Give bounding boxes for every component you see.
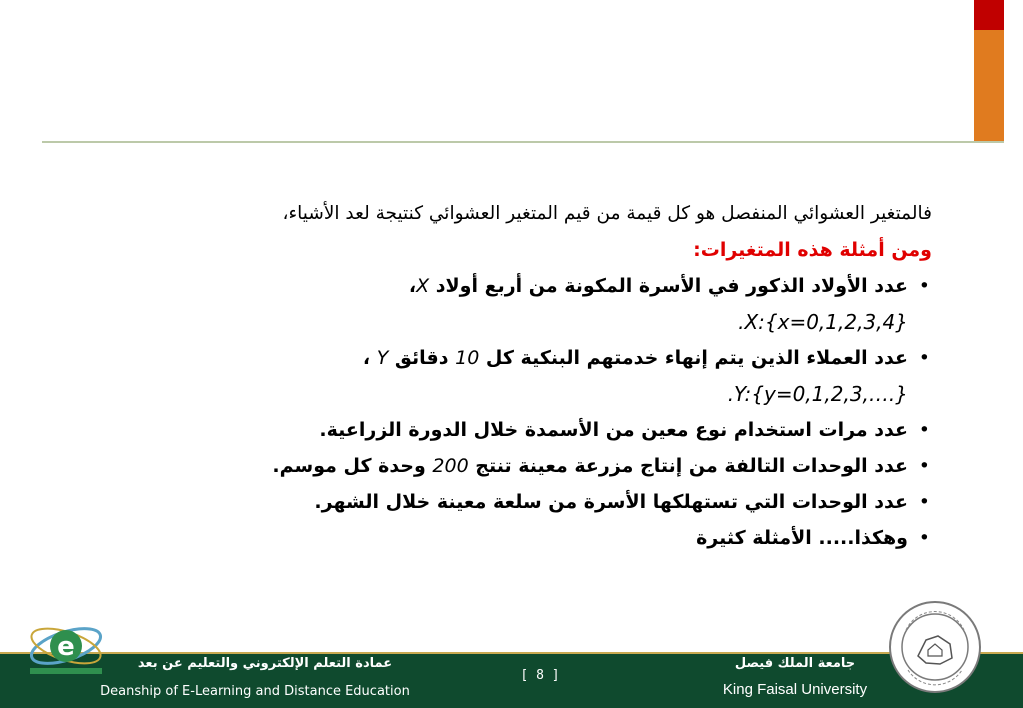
- university-name-english: King Faisal University: [722, 681, 868, 698]
- equation-x-set: X:{x=0,1,2,3,4}: [744, 310, 908, 334]
- university-name-arabic: جامعة الملك فيصل: [734, 656, 856, 671]
- svg-text:e: e: [57, 632, 75, 662]
- intro-text: فالمتغير العشوائي المنفصل هو كل قيمة من قيم المتغير العشوائي كنتيجة لعد الأشياء،: [282, 203, 932, 224]
- slide-body: [60, 196, 932, 556]
- footer-gold-line: [0, 652, 1023, 654]
- university-seal-icon: [888, 600, 982, 694]
- variable-y: Y: [376, 347, 389, 369]
- bullet-4-number: 200: [432, 455, 469, 477]
- e-learning-logo-icon: [22, 612, 110, 682]
- title-divider: [42, 141, 1004, 143]
- bullet-2-comma: ،: [362, 347, 377, 369]
- bullet-2-number: 10: [455, 347, 480, 369]
- corner-accent-orange: [974, 30, 1004, 141]
- bullet-1-comma: ،: [408, 275, 417, 297]
- bullet-2-minutes: دقائق: [388, 347, 456, 369]
- equation-y: [60, 376, 932, 412]
- bullet-item-5: • عدد الوحدات التي تستهلكها الأسرة من سلعة معينة خلال الشهر.: [60, 484, 932, 520]
- bullet-2-text: عدد العملاء الذين يتم إنهاء خدمتهم البنكية كل: [479, 347, 908, 369]
- bullet-item-4: [60, 448, 932, 484]
- bullet-item-2: [60, 340, 932, 376]
- corner-accent-red: [974, 0, 1004, 30]
- deanship-name-arabic: عمادة التعلم الإلكتروني والتعليم عن بعد: [137, 656, 393, 671]
- bullet-item-1: [60, 268, 932, 304]
- variable-x: X: [416, 275, 430, 297]
- equation-x-dot: .: [738, 310, 745, 334]
- bullet-item-3: • عدد مرات استخدام نوع معين من الأسمدة خلال الدورة الزراعية.: [60, 412, 932, 448]
- bullet-4-text: عدد الوحدات التالفة من إنتاج مزرعة معينة تنتج: [468, 455, 908, 477]
- equation-y-dot: .: [727, 382, 735, 406]
- examples-heading: ومن أمثلة هذه المتغيرات:: [693, 239, 932, 261]
- page-number: [ 8 ]: [520, 668, 560, 683]
- bullet-1-text: عدد الأولاد الذكور في الأسرة المكونة من أربع أولاد: [429, 275, 908, 297]
- deanship-name-english: Deanship of E-Learning and Distance Education: [100, 684, 410, 699]
- equation-x: [60, 304, 932, 340]
- bullet-item-6: • وهكذا..... الأمثلة كثيرة: [60, 520, 932, 556]
- equation-y-set: Y:{y=0,1,2,3,….}: [734, 382, 908, 406]
- bullet-4-tail: وحدة كل موسم.: [272, 455, 433, 477]
